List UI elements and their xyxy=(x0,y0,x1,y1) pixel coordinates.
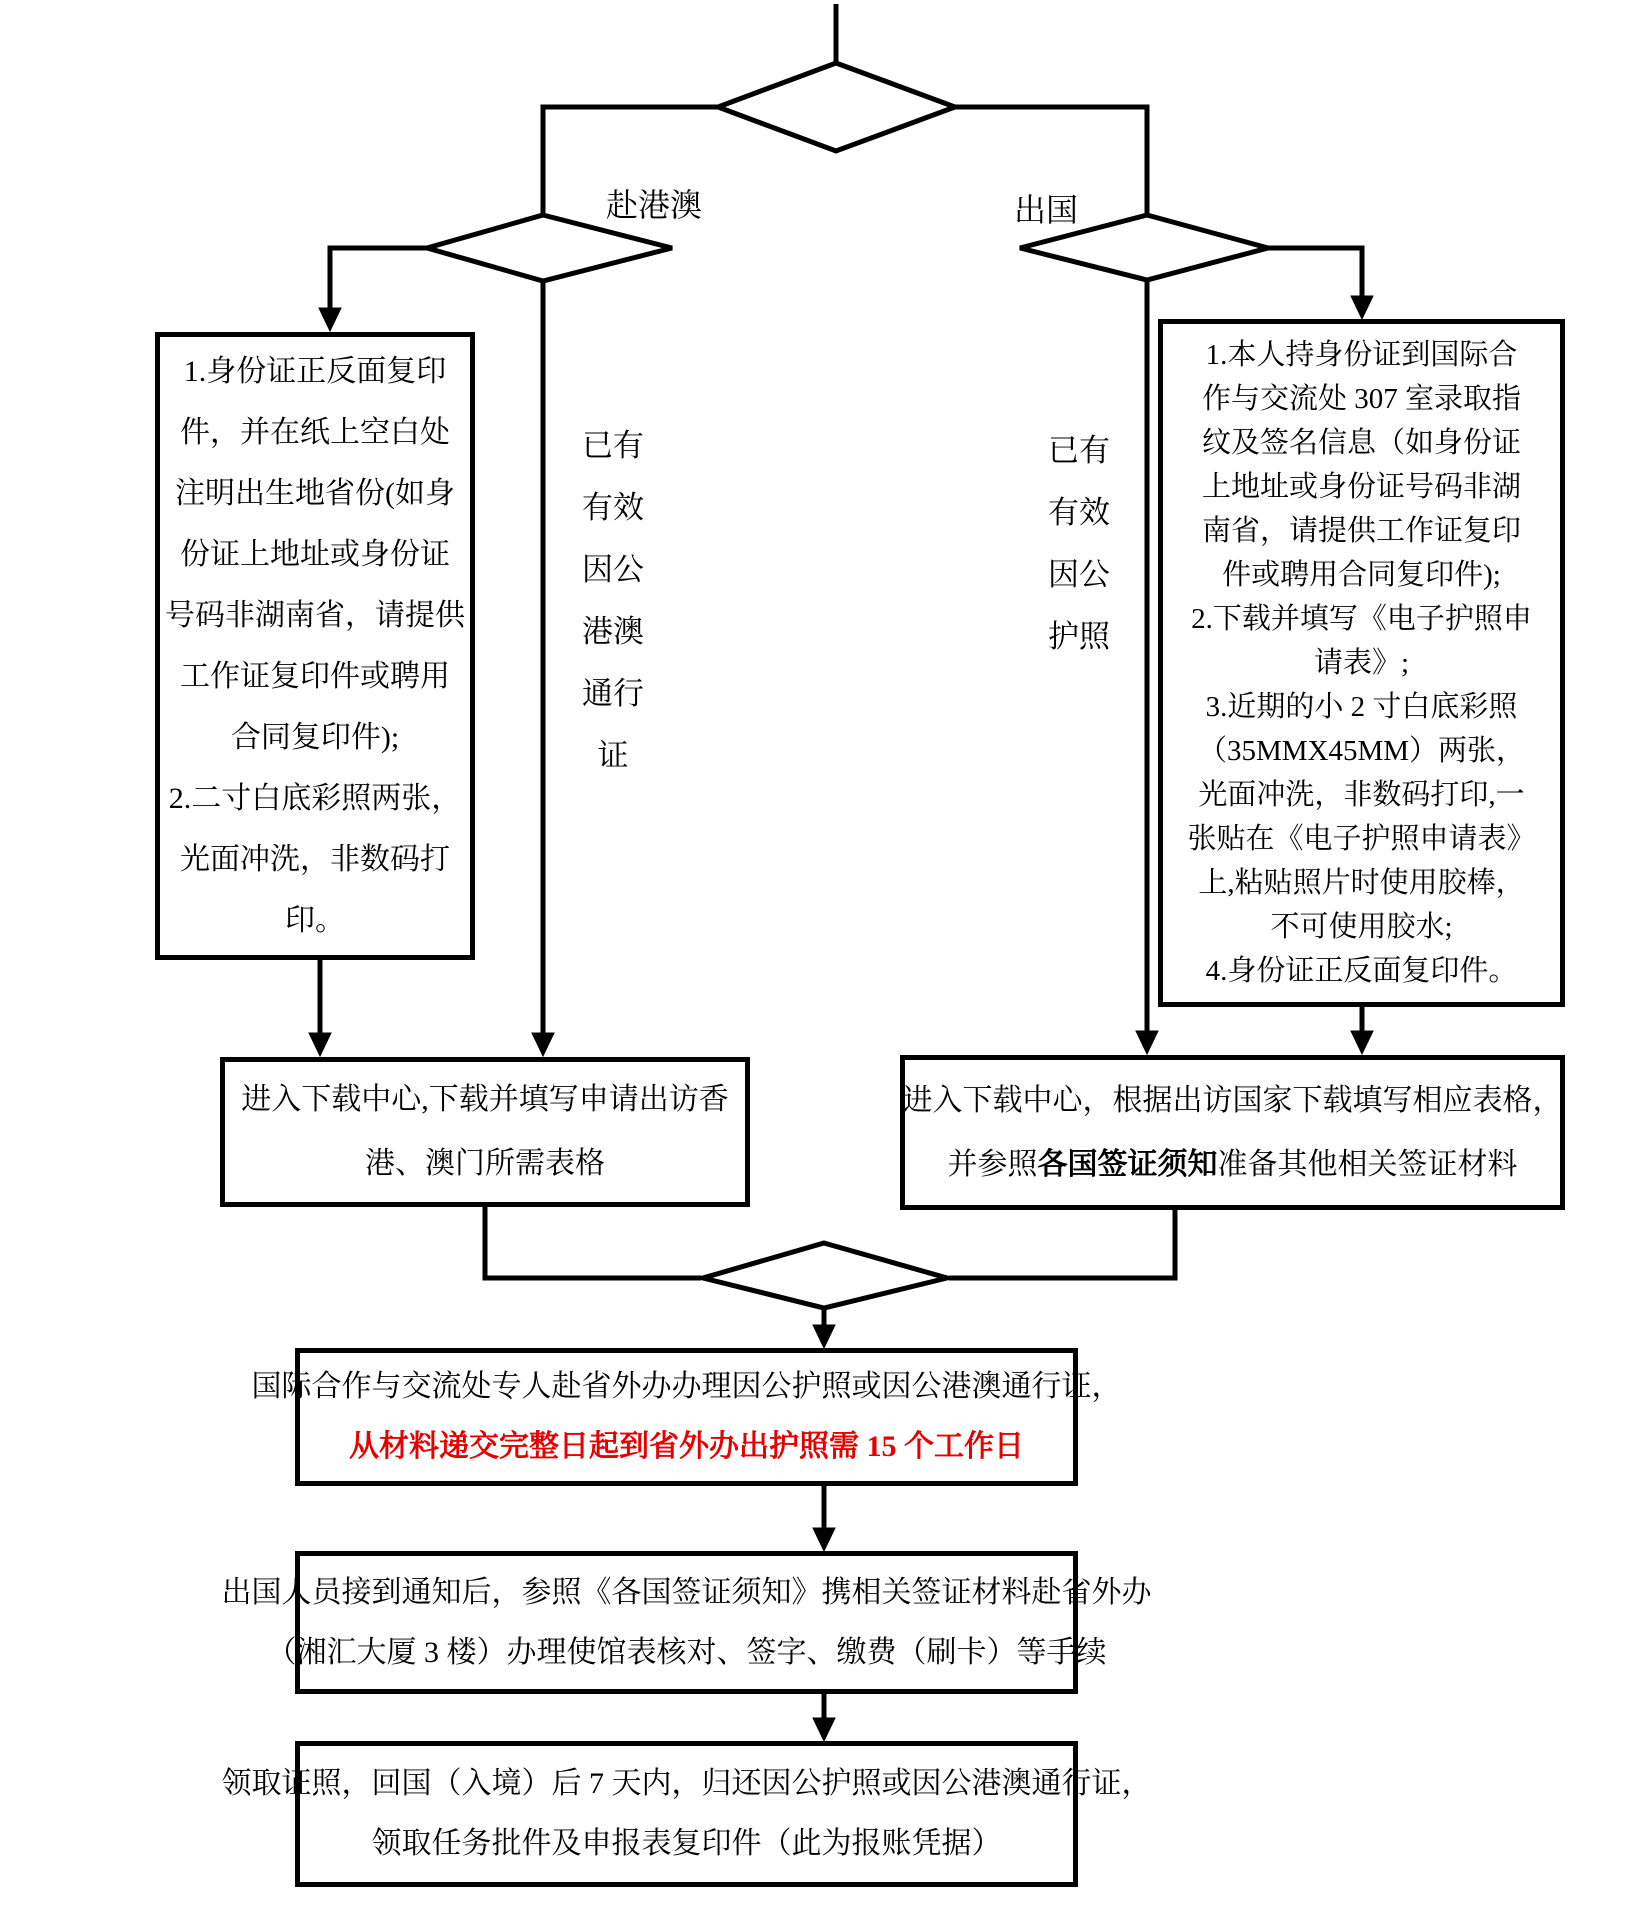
text-line: 合同复印件); xyxy=(230,721,400,754)
visa-procedure-box xyxy=(221,1551,1152,1694)
text-line: 1.本人持身份证到国际合 xyxy=(1205,339,1518,371)
abroad-download-to-merge-line xyxy=(949,1210,1175,1278)
hk-materials-box xyxy=(155,332,475,960)
text-line: 已有 xyxy=(582,428,644,463)
arrow-into-return-box xyxy=(813,1718,835,1741)
abroad-download-line1: 进入下载中心，根据出访国家下载填写相应表格， xyxy=(902,1083,1563,1117)
text-line: 印。 xyxy=(285,904,345,937)
text-line: 1.身份证正反面复印 xyxy=(183,355,447,388)
top-decision-diamond xyxy=(718,63,955,151)
hk-download-box xyxy=(220,1057,750,1207)
hk-materials-line xyxy=(330,248,427,310)
text-line: 4.身份证正反面复印件。 xyxy=(1205,955,1518,987)
hk-download-to-merge-line xyxy=(485,1207,701,1278)
arrow-materials-into-hk-download xyxy=(309,1033,331,1056)
text-line: 南省，请提供工作证复印 xyxy=(1201,515,1521,547)
text-line: 2.下载并填写《电子护照申 xyxy=(1191,603,1532,635)
text-line: 港、澳门所需表格 xyxy=(365,1147,605,1180)
note-existing-hk-permit xyxy=(575,415,651,787)
text-line: 证 xyxy=(597,738,629,773)
text-line: 2.二寸白底彩照两张， xyxy=(168,782,462,815)
arrow-passport-into-abroad-download xyxy=(1136,1031,1158,1054)
text-line: 上地址或身份证号码非湖 xyxy=(1201,471,1521,503)
text-line: 光面冲洗，非数码打印,一 xyxy=(1198,779,1525,811)
text-line: 因公 xyxy=(1048,557,1110,592)
note-existing-passport xyxy=(1043,420,1115,668)
abroad-download-line2-suffix: 准备其他相关签证材料 xyxy=(1217,1147,1518,1181)
arrow-materials-into-abroad-download xyxy=(1351,1031,1373,1054)
branch-label-abroad: 出国 xyxy=(1014,192,1079,228)
text-line: 有效 xyxy=(582,490,644,525)
text-line: （35MMX45MM）两张， xyxy=(1197,735,1526,767)
text-line: 件，并在纸上空白处 xyxy=(180,416,450,449)
arrow-permit-into-hk-download xyxy=(532,1033,554,1056)
arrow-into-abroad-materials xyxy=(1351,296,1373,319)
text-line: 护照 xyxy=(1048,619,1110,654)
text-line: 领取证照，回国（入境）后 7 天内，归还因公护照或因公港澳通行证， xyxy=(221,1767,1152,1800)
process-box-deadline-red: 从材料递交完整日起到省外办出护照需 15 个工作日 xyxy=(349,1430,1024,1463)
text-line: 有效 xyxy=(1048,495,1110,530)
text-line: （湘汇大厦 3 楼）办理使馆表核对、签字、缴费（刷卡）等手续 xyxy=(266,1635,1107,1669)
abroad-download-line2-prefix: 并参照 xyxy=(947,1147,1038,1181)
process-box xyxy=(251,1348,1122,1486)
abroad-materials-line xyxy=(1268,248,1362,298)
text-line: 纹及签名信息（如身份证 xyxy=(1201,427,1521,459)
arrow-into-process-box xyxy=(813,1325,835,1348)
text-line: 注明出生地省份(如身 xyxy=(175,477,455,510)
abroad-download-box xyxy=(900,1055,1565,1210)
text-line: 张贴在《电子护照申请表》 xyxy=(1187,823,1536,855)
text-line: 因公 xyxy=(582,552,644,587)
text-line: 通行 xyxy=(582,676,644,711)
text-line: 港澳 xyxy=(582,614,644,649)
text-line: 已有 xyxy=(1048,433,1110,468)
merge-diamond xyxy=(703,1243,947,1308)
arrow-into-hk-materials xyxy=(319,308,341,331)
text-line: 份证上地址或身份证 xyxy=(180,538,450,571)
text-line: 作与交流处 307 室录取指 xyxy=(1201,383,1521,415)
process-box-line1: 国际合作与交流处专人赴省外办办理因公护照或因公港澳通行证， xyxy=(251,1370,1122,1403)
text-line: 件或聘用合同复印件); xyxy=(1222,559,1501,591)
arrow-into-visa-box xyxy=(813,1528,835,1551)
return-documents-box xyxy=(221,1741,1152,1887)
text-line: 号码非湖南省，请提供 xyxy=(165,599,465,632)
text-line: 请表》; xyxy=(1313,647,1410,679)
text-line: 出国人员接到通知后，参照《各国签证须知》携相关签证材料赴省外办 xyxy=(221,1575,1152,1609)
text-line: 上,粘贴照片时使用胶棒， xyxy=(1198,867,1525,899)
text-line: 3.近期的小 2 寸白底彩照 xyxy=(1205,691,1518,723)
text-line: 领取任务批件及申报表复印件（此为报账凭据） xyxy=(371,1827,1002,1860)
text-line: 不可使用胶水; xyxy=(1270,911,1453,943)
abroad-download-line2-bold: 各国签证须知 xyxy=(1037,1147,1218,1181)
text-line: 光面冲洗，非数码打 xyxy=(180,843,450,876)
text-line: 进入下载中心,下载并填写申请出访香 xyxy=(241,1083,729,1116)
text-line: 工作证复印件或聘用 xyxy=(180,660,450,693)
abroad-download-line2 xyxy=(948,1133,1518,1197)
branch-label-hk-macau: 赴港澳 xyxy=(606,187,703,223)
abroad-materials-box xyxy=(1158,319,1565,1007)
